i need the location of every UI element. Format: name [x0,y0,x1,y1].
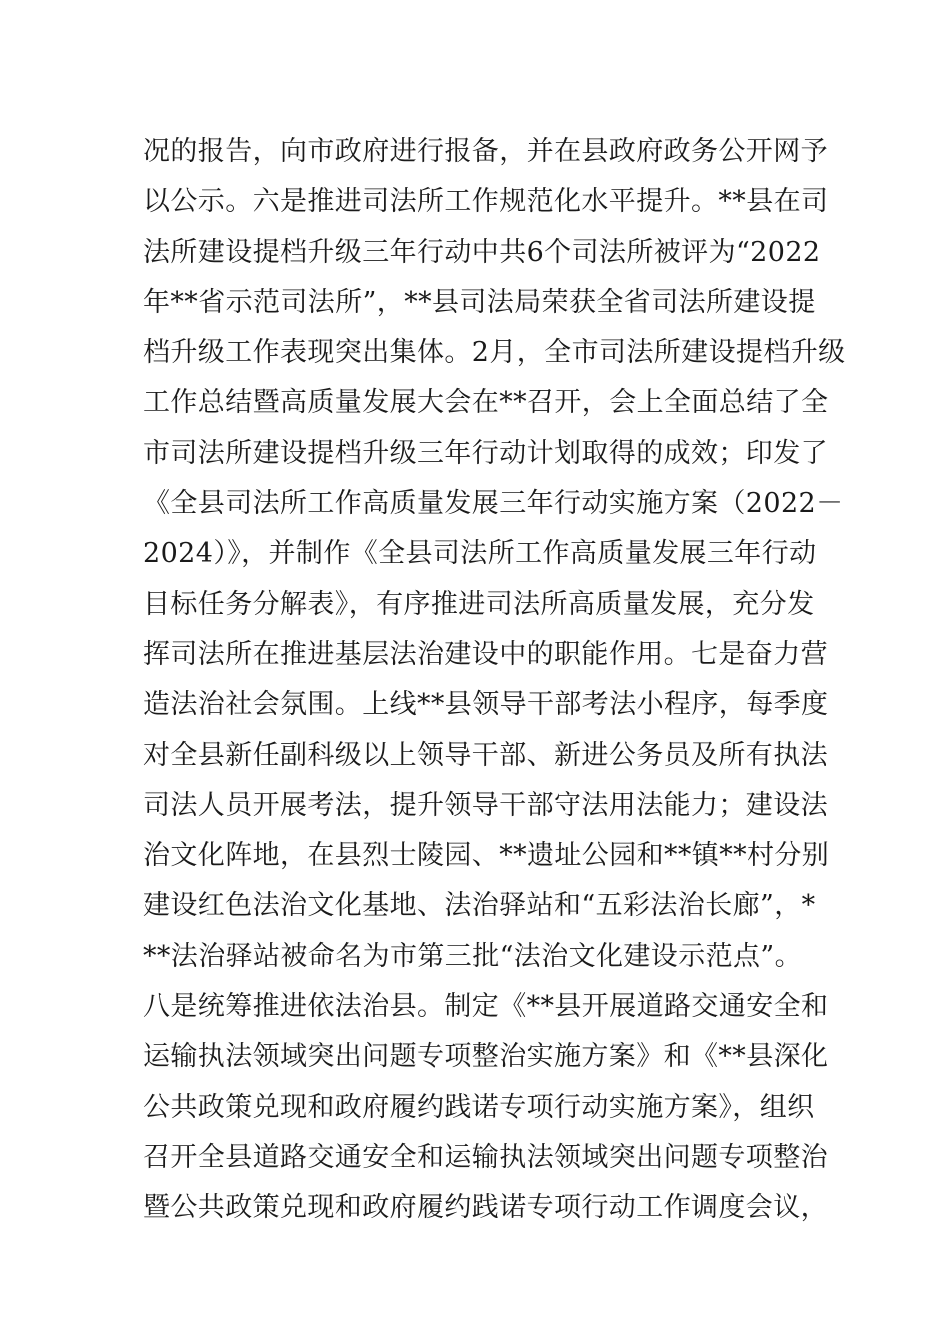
text-line: 目标任务分解表》，有序推进司法所高质量发展，充分发 [143,588,815,620]
text-line: 运输执法领域突出问题专项整治实施方案》和《**县深化 [143,1041,829,1073]
text-line: 2024）》，并制作《全县司法所工作高质量发展三年行动 [143,538,817,570]
text-line: 以公示。六是推进司法所工作规范化水平提升。**县在司 [143,186,829,218]
text-line: 工作总结暨高质量发展大会在**召开，会上全面总结了全 [143,387,829,419]
text-line: 对全县新任副科级以上领导干部、新进公务员及所有执法 [143,739,828,771]
text-line: 八是统筹推进依法治县。制定《**县开展道路交通安全和 [143,991,829,1023]
text-line: **法治驿站被命名为市第三批“法治文化建设示范点”。 [143,940,803,972]
text-line: 公共政策兑现和政府履约践诺专项行动实施方案》，组织 [143,1091,815,1123]
text-line: 年**省示范司法所”，**县司法局荣获全省司法所建设提 [143,286,816,318]
text-line: 市司法所建设提档升级三年行动计划取得的成效；印发了 [143,437,828,469]
text-line: 治文化阵地，在县烈士陵园、**遗址公园和**镇**村分别 [143,840,830,872]
text-line: 司法人员开展考法，提升领导干部守法用法能力；建设法 [143,789,828,821]
text-line: 造法治社会氛围。上线**县领导干部考法小程序，每季度 [143,689,829,721]
text-line: 档升级工作表现突出集体。2月，全市司法所建设提档升级 [143,337,846,369]
text-line: 建设红色法治文化基地、法治驿站和“五彩法治长廊”，* [143,890,816,922]
text-line: 暨公共政策兑现和政府履约践诺专项行动工作调度会议， [143,1192,828,1224]
text-line: 召开全县道路交通安全和运输执法领域突出问题专项整治 [143,1141,828,1173]
text-line: 《全县司法所工作高质量发展三年行动实施方案（2022－ [143,488,844,520]
body-text [143,127,846,1234]
text-line: 况的报告，向市政府进行报备，并在县政府政务公开网予 [143,136,828,167]
text-line: 法所建设提档升级三年行动中共6个司法所被评为“2022 [143,236,821,268]
text-line: 挥司法所在推进基层法治建设中的职能作用。七是奋力营 [143,638,828,670]
